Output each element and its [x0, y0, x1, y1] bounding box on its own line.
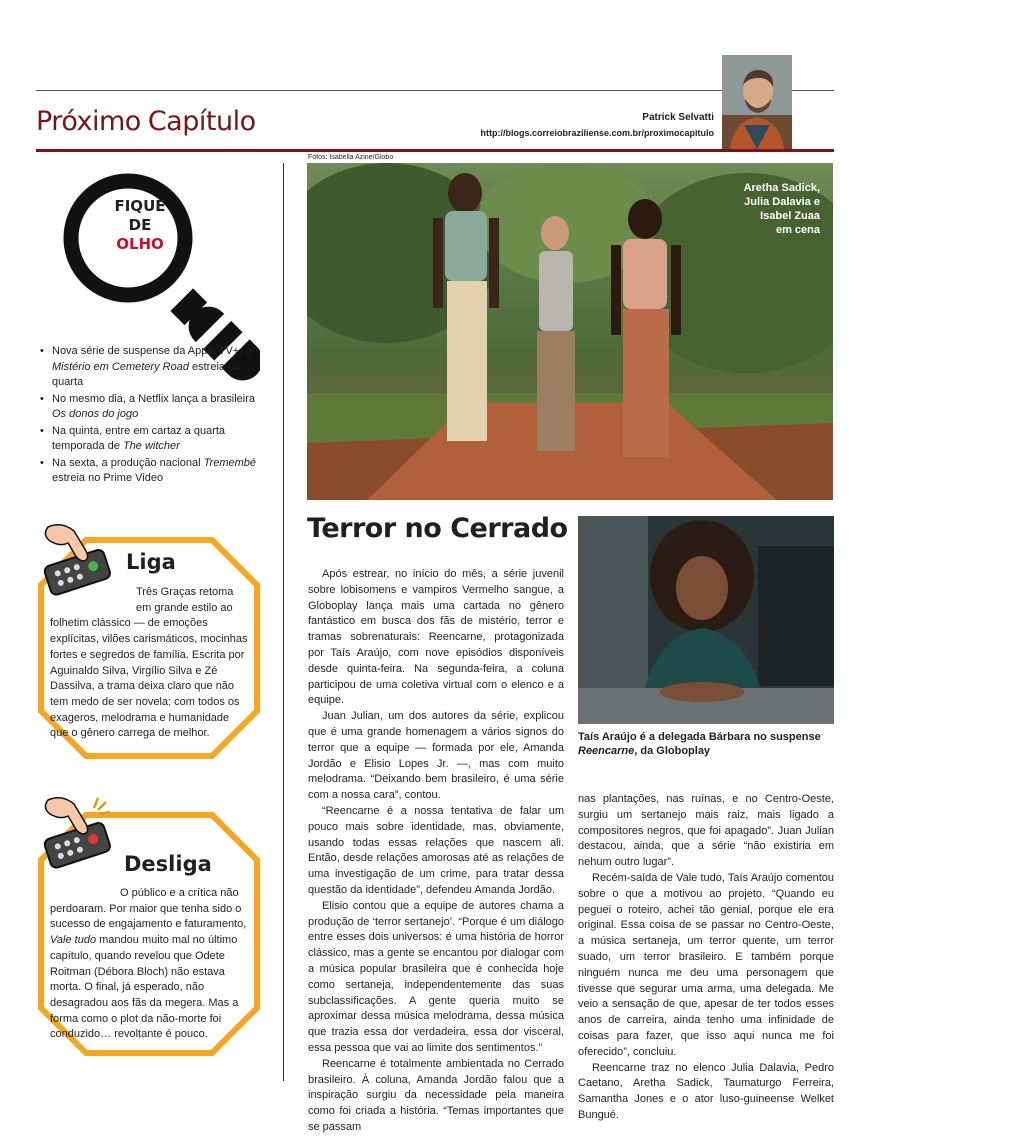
header-bottom-rule — [36, 149, 834, 152]
author-url[interactable]: http://blogs.correiobraziliense.com.br/proximocapitulo — [480, 128, 714, 138]
remote-control-icon — [38, 794, 118, 874]
desliga-box — [36, 810, 262, 1058]
fique-line2: DE — [128, 216, 152, 234]
side-photo-caption: Taís Araújo é a delegada Bárbara no suspense Reencarne, da Globoplay — [578, 731, 821, 757]
article-column-1 — [308, 567, 564, 1136]
hand-pointing-icon — [45, 525, 87, 561]
fique-line1: FIQUE — [114, 197, 166, 215]
photo-credit: Fotos: Isabella Azine/Globo — [308, 154, 394, 161]
paragraph: Reencarne é totalmente ambientada no Cerrado brasileiro. À coluna, Amanda Jordão falou que a inspiração surgiu da necessidade pela maneira como foi criada a história. “Temas importantes que se passam — [308, 1057, 564, 1133]
paragraph: Reencarne traz no elenco Julia Dalavia, Pedro Caetano, Aretha Sadick, Taumaturgo Ferreira, Samantha Jones e o ator luso-guineense Welket Bungué. — [578, 1061, 834, 1121]
list-item: • Na sexta, a produção nacional Tremembé estreia no Prime Video — [38, 456, 266, 487]
liga-text: Três Graças retoma em grande estilo ao folhetim clássico — de emoções explícitas, vilões carismáticos, mocinhas fortes e segredos de família. Escrita por Aguinaldo Silva, Virgílio Silva e Zé Dassilva, a trama deixa claro que não tem medo de ser novela: com todos os exageros, melodrama e humanidade que o gênero carrega de melhor. — [50, 586, 248, 740]
liga-title: Liga — [126, 550, 176, 574]
list-item: • Nova série de suspense da Apple TV+, o Mistério em Cemetery Road estreia na quarta — [38, 344, 266, 391]
paragraph: Recém-saída de Vale tudo, Taís Araújo comentou sobre o que a motivou ao projeto. “Quando eu peguei o roteiro, achei tão genial, porque ele era original. Essa coisa de se passar no Centro-Oeste, a música sertaneja, um terror quente, um terror suado, um terror brasileiro. E também porque ninguém nunca me deu uma personagem que tivesse que segurar uma arma, uma delegada. Me veio a sensação de que, apesar de ter todos esses anos de carreira, ainda tenho uma infinidade de coisas para fazer, que isso aqui nunca me foi oferecido”, concluiu. — [578, 871, 834, 1058]
author-photo — [722, 55, 792, 149]
section-title-word1: Próximo — [36, 106, 141, 137]
paragraph: Após estrear, no início do mês, a série juvenil sobre lobisomens e vampiros Vermelho sangue, a Globoplay lança mais uma cartada no gênero fantástico em busca dos fãs de mistério, terror e tramas sobrenaturais: Reencarne, protagonizada por Taís Araújo, com nove episódios disponíveis desde quinta-feira. Na segunda-feira, a coluna participou de uma coletiva virtual com o elenco e a equipe. — [308, 568, 564, 707]
paragraph: Juan Julian, um dos autores da série, explicou que é uma grande homenagem a vários signos do terror que a equipe — formada por ele, Amanda Jordão e Elisio Lopes Jr. —, mas com muito melodrama. “Deixando bem brasileiro, é uma série com a nossa cara”, contou. — [308, 710, 564, 802]
section-title-word2: Capítulo — [147, 106, 256, 137]
main-photo-caption: Aretha Sadick, Julia Dalavia e Isabel Zuaa em cena — [743, 182, 820, 236]
desliga-text: O público e a crítica não perdoaram. Por maior que tenha sido o sucesso de engajamento e faturamento, Vale tudo mandou muito mal no último capítulo, quando revelou que Odete Roitman (Débora Bloch) não estava morta. O final, já esperado, não desagradou aos fãs da megera. Mas a forma como o plot da não-morte foi conduzido… revoltante é pouco. — [50, 887, 247, 1041]
fique-de-olho-list — [38, 344, 266, 488]
side-photo — [578, 516, 834, 724]
header-top-rule — [36, 90, 834, 91]
liga-box — [36, 535, 262, 761]
paragraph: Elisio contou que a equipe de autores chama a produção de ‘terror sertanejo’. “Porque é um diálogo entre esses dois universos: é uma história de horror clássico, mas a gente se encantou por dialogar com a música popular brasileira que é conhecida hoje como sertaneja, independentemente das suas subclassificações. A gente queria muito se aproximar dessa música melodrama, dessa música que trazia essa dor verdadeira, essa dor visceral, essa pessoa que vai ao limite dos sentimentos.” — [308, 899, 564, 1054]
fique-line3: OLHO — [116, 235, 164, 253]
author-name: Patrick Selvatti — [642, 112, 714, 123]
paragraph: nas plantações, nas ruínas, e no Centro-Oeste, surgiu um sertanejo mais raiz, mais ligado a compositores negros, que foi apagado”. Juan Julian destacou, ainda, que a série “não existiria em nehum outro lugar”. — [578, 793, 834, 869]
article-column-2 — [578, 792, 834, 1124]
article-headline: Terror no Cerrado — [307, 513, 568, 544]
hand-pointing-icon — [45, 798, 87, 834]
list-item: • Na quinta, entre em cartaz a quarta temporada de The witcher — [38, 424, 266, 455]
list-item: • No mesmo dia, a Netflix lança a brasileira Os donos do jogo — [38, 392, 266, 423]
paragraph: “Reencarne é a nossa tentativa de falar um pouco mais sobre identidade, mas, obviamente, usando todas essas relações que nascem ali. Então, desde relações amorosas até as relações de uma investigação de um crime, para tratar dessa questão da identidade”, defendeu Amanda Jordão. — [308, 804, 564, 896]
desliga-title: Desliga — [124, 852, 212, 876]
fique-de-olho-label — [92, 197, 188, 254]
section-title — [36, 106, 256, 137]
column-divider — [283, 163, 284, 1081]
